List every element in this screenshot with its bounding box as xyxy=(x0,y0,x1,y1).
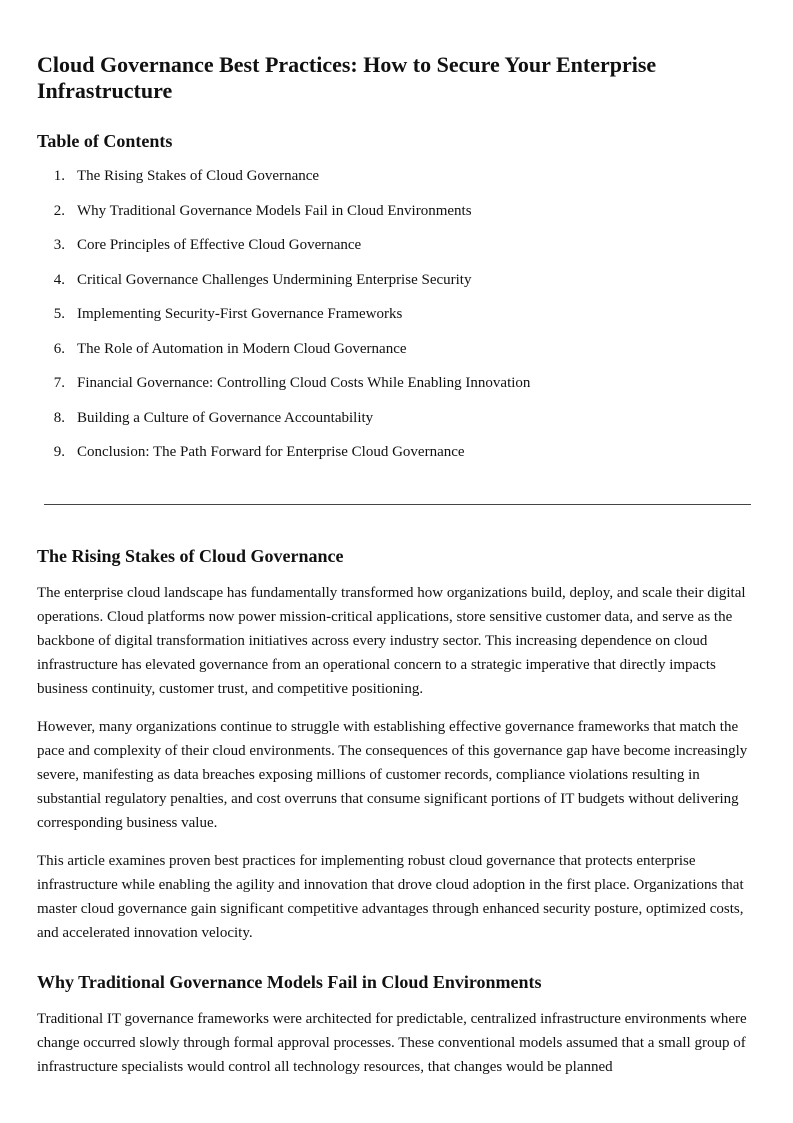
toc-item[interactable] xyxy=(37,235,755,255)
toc-item-number: 3. xyxy=(53,237,65,253)
toc-item-number: 7. xyxy=(53,375,65,391)
section-heading: The Rising Stakes of Cloud Governance xyxy=(37,546,344,566)
paragraph: The enterprise cloud landscape has fundamentally transformed how organizations build, deploy, and scale their digital operations. Cloud platforms now power mission-critical applications, store sensitive customer data, and serve as the backbone of digital transformation initiatives across every industry sector. This increasing dependence on cloud infrastructure has elevated governance from an operational concern to a strategic imperative that directly impacts business continuity, customer trust, and competitive positioning. xyxy=(37,585,746,697)
toc-item[interactable] xyxy=(37,166,755,186)
toc-item-number: 6. xyxy=(53,340,65,357)
toc-item-number: 9. xyxy=(53,444,65,460)
toc-item-label[interactable]: The Role of Automation in Modern Cloud Governance xyxy=(77,340,407,357)
toc-item[interactable] xyxy=(37,408,755,428)
document-title: Cloud Governance Best Practices: How to Secure Your Enterprise Infrastructure xyxy=(37,52,657,103)
section-rising-stakes xyxy=(37,545,755,959)
section-heading: Why Traditional Governance Models Fail in Cloud Environments xyxy=(37,972,542,992)
toc-item-number: 2. xyxy=(53,202,65,219)
toc-item-label[interactable]: Financial Governance: Controlling Cloud Costs While Enabling Innovation xyxy=(77,375,531,391)
paragraph: This article examines proven best practices for implementing robust cloud governance that protects enterprise infrastructure while enabling the agility and innovation that drove cloud adoption in the first place. Organizations that master cloud governance gain significant competitive advantages through enhanced security posture, optimized costs, and accelerated innovation velocity. xyxy=(37,853,744,941)
toc-item-number: 1. xyxy=(53,168,65,184)
paragraph: However, many organizations continue to struggle with establishing effective governance frameworks that match the pace and complexity of their cloud environments. The consequences of this governance gap have become increasingly severe, manifesting as data breaches exposing millions of customer records, compliance violations resulting in substantial regulatory penalties, and cost overruns that consume significant portions of IT budgets without delivering corresponding business value. xyxy=(37,719,748,831)
toc-item-label[interactable]: Conclusion: The Path Forward for Enterprise Cloud Governance xyxy=(77,444,465,460)
toc-item[interactable] xyxy=(37,373,755,393)
paragraph: Traditional IT governance frameworks were architected for predictable, centralized infrastructure environments where change occurred slowly through formal approval processes. These conventional models assumed that a small group of infrastructure specialists would control all technology resources, that changes would be planned xyxy=(37,1011,747,1075)
toc-item-label[interactable]: Building a Culture of Governance Accountability xyxy=(77,409,374,426)
toc-item-number: 4. xyxy=(53,271,65,288)
document-page xyxy=(37,52,755,477)
toc-heading: Table of Contents xyxy=(37,131,173,151)
section-divider xyxy=(44,504,751,505)
toc-item-label[interactable]: Why Traditional Governance Models Fail in Cloud Environments xyxy=(77,202,472,219)
table-of-contents xyxy=(37,166,755,462)
toc-item-label[interactable]: Critical Governance Challenges Undermining Enterprise Security xyxy=(77,271,472,288)
toc-item[interactable] xyxy=(37,339,755,359)
toc-item-label[interactable]: Implementing Security-First Governance Frameworks xyxy=(77,306,403,322)
toc-item-number: 8. xyxy=(53,409,65,426)
toc-item[interactable] xyxy=(37,304,755,324)
toc-item-number: 5. xyxy=(53,306,65,322)
toc-item-label[interactable]: The Rising Stakes of Cloud Governance xyxy=(77,168,320,184)
section-traditional-models xyxy=(37,971,755,1093)
toc-item[interactable] xyxy=(37,201,755,221)
toc-item-label[interactable]: Core Principles of Effective Cloud Governance xyxy=(77,237,362,253)
toc-item[interactable] xyxy=(37,270,755,290)
toc-item[interactable] xyxy=(37,442,755,462)
